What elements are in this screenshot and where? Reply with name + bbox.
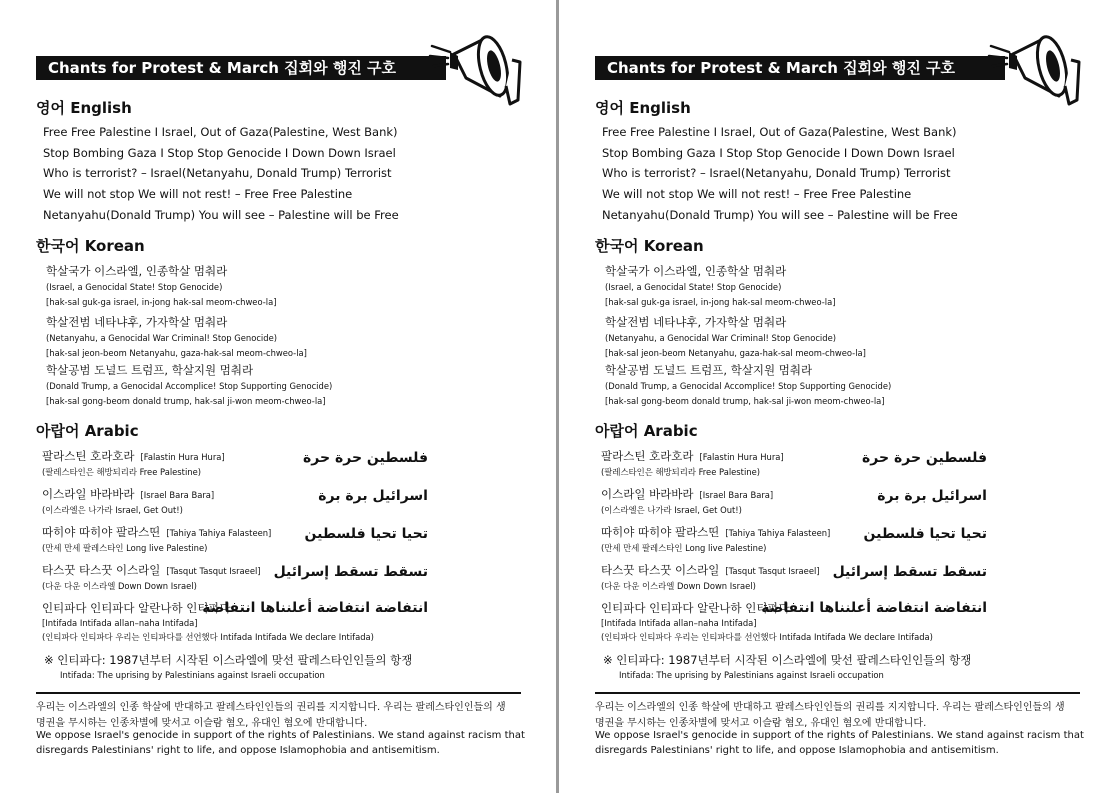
- footer-rule: [36, 692, 521, 694]
- arabic-chant-script: اسرائيل برة برة: [877, 488, 987, 504]
- english-chant: Free Free Palestine I Israel, Out of Gaza(Palestine, West Bank): [43, 125, 398, 139]
- intifada-note: ※ 인티파다: 1987년부터 시작된 이스라엘에 맞선 팔레스타인인들의 항쟁: [44, 653, 413, 667]
- english-chant: Stop Bombing Gaza I Stop Stop Genocide I Down Down Israel: [43, 146, 396, 160]
- korean-chant: 학살국가 이스라엘, 인종학살 멈춰라: [46, 264, 228, 278]
- intifada-note-english: Intifada: The uprising by Palestinians against Israeli occupation: [60, 670, 325, 680]
- arabic-chant-script: انتفاضة انتفاضة أعلنناها انتفاضة: [761, 600, 987, 616]
- page-left: [0, 0, 556, 793]
- english-chant: Who is terrorist? – Israel(Netanyahu, Donald Trump) Terrorist: [602, 166, 951, 180]
- arabic-chant-translation: (팔레스타인은 해방되리라 Free Palestine): [42, 467, 202, 477]
- arabic-chant-hangul: 타스꿋 타스꿋 이스라일: [42, 563, 161, 577]
- korean-chant: 학살전범 네타냐후, 가자학살 멈춰라: [605, 315, 787, 329]
- korean-chant-translation: (Donald Trump, a Genocidal Accomplice! Stop Supporting Genocide): [605, 381, 892, 391]
- english-chant: Who is terrorist? – Israel(Netanyahu, Donald Trump) Terrorist: [43, 166, 392, 180]
- korean-chant-romanization: [hak-sal jeon-beom Netanyahu, gaza-hak-sal meom-chweo-la]: [46, 348, 307, 358]
- korean-chant-translation: (Netanyahu, a Genocidal War Criminal! Stop Genocide): [46, 333, 277, 343]
- arabic-chant-hangul: 인티파다 인티파다 알란나하 인티파다: [601, 601, 790, 615]
- korean-chant-romanization: [hak-sal guk-ga israel, in-jong hak-sal meom-chweo-la]: [46, 297, 277, 307]
- arabic-chant-korean: [42, 448, 225, 464]
- arabic-chant-translation: (팔레스타인은 해방되리라 Free Palestine): [601, 467, 761, 477]
- footer-english-line-1: We oppose Israel's genocide in support of the rights of Palestinians. We stand against racism that: [36, 730, 525, 741]
- arabic-chant-script: تسقط تسقط إسرائيل: [273, 564, 428, 580]
- arabic-chant-translation: (만세 만세 팔레스타인 Long live Palestine): [601, 543, 767, 553]
- arabic-chant-translation: (이스라엘은 나가라 Israel, Get Out!): [42, 505, 183, 515]
- page-title: Chants for Protest & March 집회와 행진 구호: [36, 56, 446, 80]
- arabic-chant-romanization: [Israel Bara Bara]: [140, 490, 215, 500]
- footer-korean-line-2: 명권을 무시하는 인종차별에 맞서고 이슬람 혐오, 유대인 혐오에 반대합니다.: [595, 718, 927, 729]
- arabic-chant-translation: (다운 다운 이스라엘 Down Down Israel): [42, 581, 197, 591]
- arabic-chant-hangul: 이스라일 바라바라: [42, 487, 135, 501]
- korean-chant: 학살국가 이스라엘, 인종학살 멈춰라: [605, 264, 787, 278]
- arabic-chant-hangul: 인티파다 인티파다 알란나하 인티파다: [42, 601, 231, 615]
- korean-chant-romanization: [hak-sal gong-beom donald trump, hak-sal ji-won meom-chweo-la]: [605, 396, 885, 406]
- arabic-chant-korean: [42, 562, 261, 578]
- arabic-chant-romanization: [Falastin Hura Hura]: [140, 452, 225, 462]
- arabic-chant-translation: (이스라엘은 나가라 Israel, Get Out!): [601, 505, 742, 515]
- korean-chant-translation: (Israel, a Genocidal State! Stop Genocide): [605, 282, 782, 292]
- section-heading-korean: 한국어 Korean: [36, 237, 145, 255]
- arabic-chant-korean: [601, 524, 830, 540]
- arabic-chant-hangul: 따히야 따히야 팔라스띤: [42, 525, 161, 539]
- arabic-chant-hangul: 타스꿋 타스꿋 이스라일: [601, 563, 720, 577]
- arabic-chant-script: انتفاضة انتفاضة أعلنناها انتفاضة: [202, 600, 428, 616]
- english-chant: Netanyahu(Donald Trump) You will see – Palestine will be Free: [43, 208, 399, 222]
- arabic-chant-korean: [42, 486, 214, 502]
- arabic-chant-script: تحيا تحيا فلسطين: [863, 526, 987, 542]
- arabic-chant-translation: [Intifada Intifada allan–naha Intifada]: [601, 618, 757, 628]
- english-chant: Netanyahu(Donald Trump) You will see – Palestine will be Free: [602, 208, 958, 222]
- section-heading-arabic: 아랍어 Arabic: [36, 422, 139, 440]
- arabic-chant-translation-2: (인티파다 인티파다 우리는 인티파다를 선언했다 Intifada Intifada We declare Intifada): [42, 632, 374, 642]
- arabic-chant-script: اسرائيل برة برة: [318, 488, 428, 504]
- section-heading-english: 영어 English: [595, 99, 691, 117]
- footer-korean-line-2: 명권을 무시하는 인종차별에 맞서고 이슬람 혐오, 유대인 혐오에 반대합니다.: [36, 718, 368, 729]
- arabic-chant-hangul: 팔라스틴 호라호라: [601, 449, 694, 463]
- arabic-chant-translation-2: (인티파다 인티파다 우리는 인티파다를 선언했다 Intifada Intifada We declare Intifada): [601, 632, 933, 642]
- arabic-chant-hangul: 팔라스틴 호라호라: [42, 449, 135, 463]
- page-title: Chants for Protest & March 집회와 행진 구호: [595, 56, 1005, 80]
- korean-chant-romanization: [hak-sal jeon-beom Netanyahu, gaza-hak-sal meom-chweo-la]: [605, 348, 866, 358]
- footer-korean-line-1: 우리는 이스라엘의 인종 학살에 반대하고 팔레스타인인들의 권리를 지지합니다. 우리는 팔레스타인인들의 생: [595, 702, 1065, 713]
- arabic-chant-romanization: [Falastin Hura Hura]: [699, 452, 784, 462]
- arabic-chant-romanization: [Israel Bara Bara]: [699, 490, 774, 500]
- megaphone-icon: [428, 30, 528, 112]
- arabic-chant-translation: (다운 다운 이스라엘 Down Down Israel): [601, 581, 756, 591]
- english-chant: Stop Bombing Gaza I Stop Stop Genocide I Down Down Israel: [602, 146, 955, 160]
- korean-chant-translation: (Netanyahu, a Genocidal War Criminal! Stop Genocide): [605, 333, 836, 343]
- section-heading-arabic: 아랍어 Arabic: [595, 422, 698, 440]
- english-chant: We will not stop We will not rest! – Free Free Palestine: [602, 187, 912, 201]
- megaphone-icon: [987, 30, 1087, 112]
- arabic-chant-romanization: [Tahiya Tahiya Falasteen]: [725, 528, 831, 538]
- arabic-chant-script: تحيا تحيا فلسطين: [304, 526, 428, 542]
- intifada-note: ※ 인티파다: 1987년부터 시작된 이스라엘에 맞선 팔레스타인인들의 항쟁: [603, 653, 972, 667]
- footer-english-line-2: disregards Palestinians' right to life, and oppose Islamophobia and antisemitism.: [36, 745, 440, 756]
- intifada-note-english: Intifada: The uprising by Palestinians against Israeli occupation: [619, 670, 884, 680]
- korean-chant: 학살공범 도널드 트럼프, 학살지원 멈춰라: [605, 363, 813, 377]
- arabic-chant-romanization: [Tasqut Tasqut Israeel]: [725, 566, 820, 576]
- arabic-chant-romanization: [Tahiya Tahiya Falasteen]: [166, 528, 272, 538]
- section-heading-korean: 한국어 Korean: [595, 237, 704, 255]
- arabic-chant-script: تسقط تسقط إسرائيل: [832, 564, 987, 580]
- arabic-chant-korean: [601, 448, 784, 464]
- korean-chant: 학살전범 네타냐후, 가자학살 멈춰라: [46, 315, 228, 329]
- arabic-chant-korean: [601, 486, 773, 502]
- footer-rule: [595, 692, 1080, 694]
- footer-english-line-1: We oppose Israel's genocide in support of the rights of Palestinians. We stand against racism that: [595, 730, 1084, 741]
- footer-english-line-2: disregards Palestinians' right to life, and oppose Islamophobia and antisemitism.: [595, 745, 999, 756]
- korean-chant: 학살공범 도널드 트럼프, 학살지원 멈춰라: [46, 363, 254, 377]
- arabic-chant-hangul: 따히야 따히야 팔라스띤: [601, 525, 720, 539]
- korean-chant-translation: (Israel, a Genocidal State! Stop Genocide): [46, 282, 223, 292]
- korean-chant-romanization: [hak-sal gong-beom donald trump, hak-sal ji-won meom-chweo-la]: [46, 396, 326, 406]
- arabic-chant-hangul: 이스라일 바라바라: [601, 487, 694, 501]
- footer-korean-line-1: 우리는 이스라엘의 인종 학살에 반대하고 팔레스타인인들의 권리를 지지합니다. 우리는 팔레스타인인들의 생: [36, 702, 506, 713]
- english-chant: We will not stop We will not rest! – Free Free Palestine: [43, 187, 353, 201]
- page-right: [559, 0, 1115, 793]
- korean-chant-romanization: [hak-sal guk-ga israel, in-jong hak-sal meom-chweo-la]: [605, 297, 836, 307]
- section-heading-english: 영어 English: [36, 99, 132, 117]
- arabic-chant-script: فلسطين حرة حرة: [862, 450, 987, 466]
- arabic-chant-script: فلسطين حرة حرة: [303, 450, 428, 466]
- arabic-chant-translation: (만세 만세 팔레스타인 Long live Palestine): [42, 543, 208, 553]
- arabic-chant-korean: [601, 562, 820, 578]
- arabic-chant-romanization: [Tasqut Tasqut Israeel]: [166, 566, 261, 576]
- english-chant: Free Free Palestine I Israel, Out of Gaza(Palestine, West Bank): [602, 125, 957, 139]
- arabic-chant-translation: [Intifada Intifada allan–naha Intifada]: [42, 618, 198, 628]
- arabic-chant-korean: [42, 524, 271, 540]
- korean-chant-translation: (Donald Trump, a Genocidal Accomplice! Stop Supporting Genocide): [46, 381, 333, 391]
